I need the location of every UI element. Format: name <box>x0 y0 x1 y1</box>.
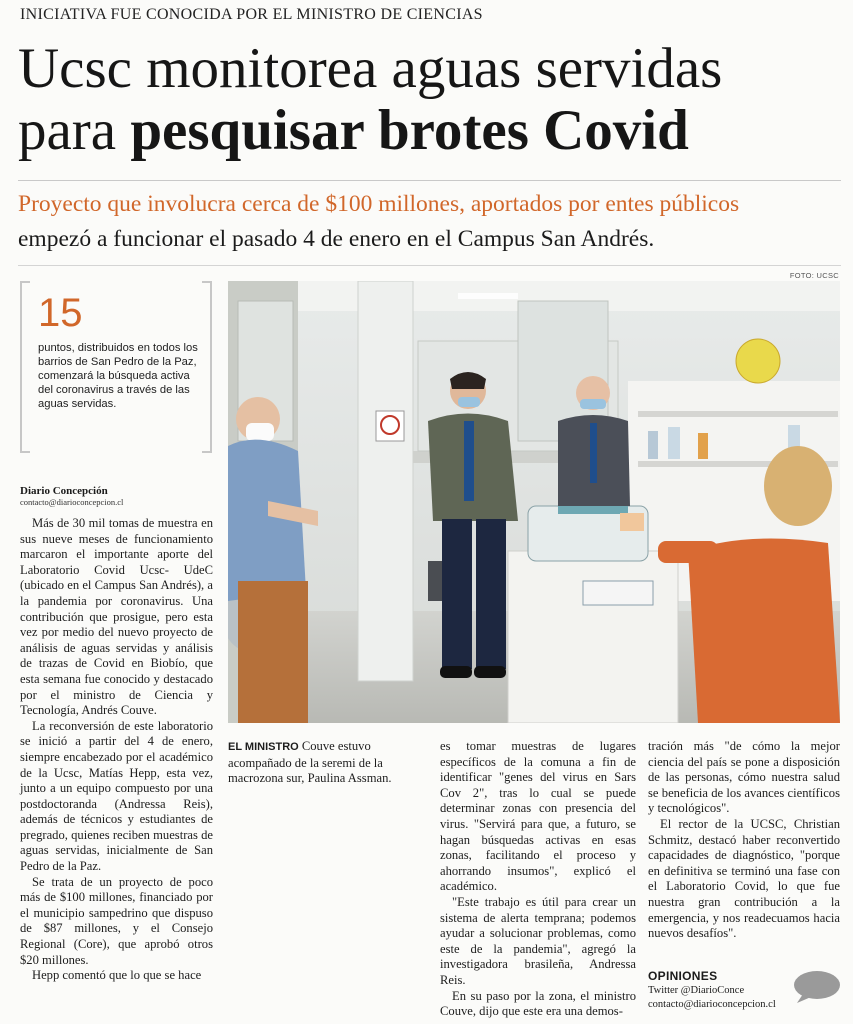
paragraph: En su paso por la zona, el ministro Couve, dijo que este era una demos- <box>440 988 636 1019</box>
subhead-accent: Proyecto que involucra cerca de $100 millones, aportados por entes públicos <box>18 191 740 217</box>
headline-line-2 <box>18 100 848 162</box>
headline-plain: para <box>18 99 131 162</box>
divider <box>18 265 841 266</box>
paragraph: El rector de la UCSC, Christian Schmitz, destacó haber reconvertido capacidades de diagnóstico, "porque en definitiva se terminó una fase con el Laboratorio Covid, lo que fue nuestra gran contribución a la emergencia, y nos readecuamos hacia nuevos desafíos". <box>648 816 840 941</box>
stat-text: puntos, distribuidos en todos los barrios de San Pedro de la Paz, comenzará la búsqueda activa del coronavirus a través de las aguas servidas. <box>38 342 198 410</box>
lab-photo-illustration <box>228 281 840 723</box>
subhead: empezó a funcionar el pasado 4 de enero en el Campus San Andrés. <box>18 226 655 252</box>
caption-lead: EL MINISTRO <box>228 741 299 753</box>
paragraph: tración más "de cómo la mejor ciencia del país se pone a disposición de las personas, cómo nuestra salud se beneficia de los avances científicos y tecnológicos". <box>648 739 840 816</box>
kicker: INICIATIVA FUE CONOCIDA POR EL MINISTRO DE CIENCIAS <box>20 6 483 23</box>
opinions-twitter[interactable]: Twitter @DiarioConce <box>648 985 745 996</box>
byline-name: Diario Concepción <box>20 485 108 497</box>
article-column-1 <box>20 516 213 984</box>
speech-bubble-icon <box>791 970 841 1004</box>
bracket-left <box>20 281 30 453</box>
caption-text: Couve estuvo acompañado de la seremi de la macrozona sur, Paulina Assman. <box>228 739 392 786</box>
divider <box>18 180 841 181</box>
photo-caption <box>228 739 428 787</box>
byline-email: contacto@diarioconcepcion.cl <box>20 497 124 507</box>
lab-photo <box>228 281 840 723</box>
article-column-3 <box>440 739 636 1020</box>
article-column-4 <box>648 739 840 942</box>
stat-box <box>20 281 212 449</box>
stat-number: 15 <box>38 291 83 335</box>
paragraph: "Este trabajo es útil para crear un sistema de alerta temprana; podemos ayudar a solucionar problemas, como este de la pandemia", agregó la investigadora brasileña, Andressa Reis. <box>440 894 636 987</box>
opinions-email[interactable]: contacto@diarioconcepcion.cl <box>648 999 776 1010</box>
headline-bold: pesquisar brotes Covid <box>130 99 689 162</box>
paragraph: es tomar muestras de lugares específicos de la comuna a fin de identificar "genes del virus en Sars Cov 2", tras lo cual se puede determinar zonas con presencia del virus. "Servirá para que, a futuro, se hagan búsquedas activas en esas zonas, facilitando el proceso y ahorrando insumos", explicó el académico. <box>440 739 636 894</box>
headline <box>18 38 848 162</box>
paragraph: Se trata de un proyecto de poco más de $100 millones, financiado por el municipio sampedrino que dispuso de $87 millones, y el Consejo Regional (Core), que aprobó otros $20 millones. <box>20 874 213 967</box>
photo-credit: FOTO: UCSC <box>789 271 839 280</box>
headline-line-1: Ucsc monitorea aguas servidas <box>18 37 723 100</box>
opinions-title: OPINIONES <box>648 969 718 983</box>
paragraph: La reconversión de este laboratorio se inició a partir del 4 de enero, siempre encabezado por el académico de la Ucsc, Matías Hepp, esta vez, junto a un equipo compuesto por una postdoctoranda (Andressa Reis), además de técnicos y estudiantes de pregrado, quienes reciben muestras de aguas servidas, inicialmente de San Pedro de la Paz. <box>20 718 213 874</box>
paragraph: Hepp comentó que lo que se hace <box>32 968 202 983</box>
paragraph: Más de 30 mil tomas de muestra en sus nueve meses de funcionamiento marcaron el importante aporte del Laboratorio Covid Ucsc- UdeC (ubicado en el Campus San Andrés), a la pandemia por coronavirus. Una contribución que prosigue, pero esta vez por medio del nuevo proyecto de análisis de aguas servidas y análisis de trazas de Covid en Biobío, que esta semana fue conocido y destacado por el ministro de Ciencia y Tecnología, Andrés Couve. <box>20 516 213 718</box>
